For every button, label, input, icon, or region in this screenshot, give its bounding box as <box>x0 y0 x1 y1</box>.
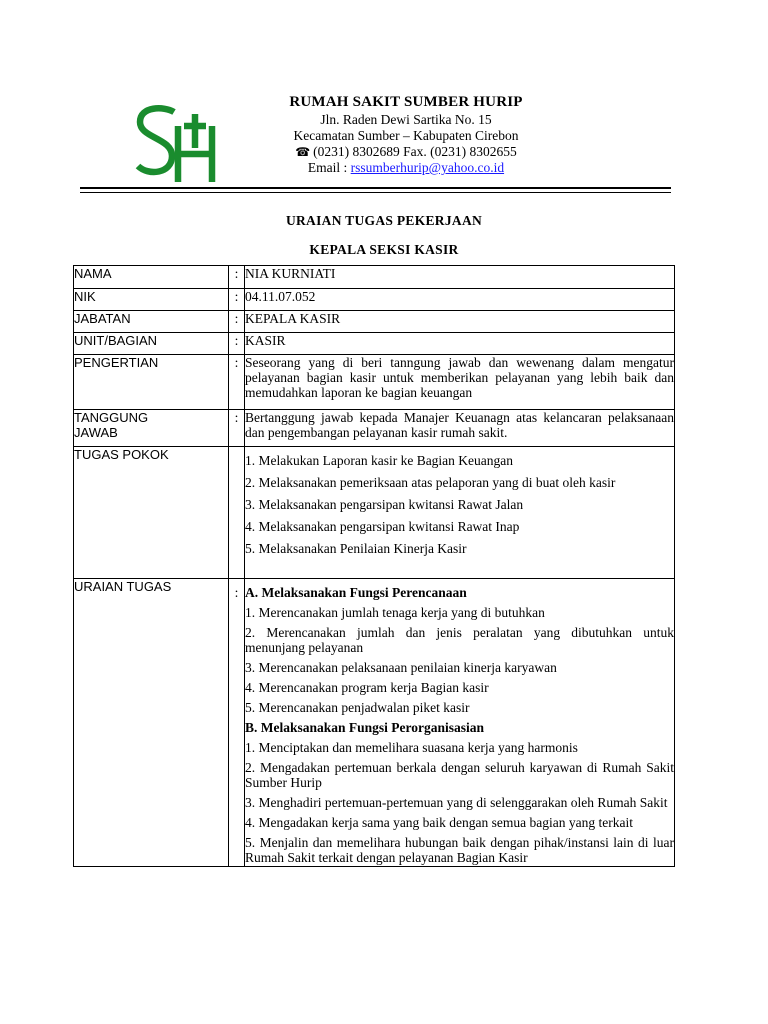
list-item: 1. Menciptakan dan memelihara suasana kerja yang harmonis <box>245 740 578 755</box>
section-b-heading: B. Melaksanakan Fungsi Perorganisasian <box>245 720 485 735</box>
header-divider-thin <box>80 192 671 193</box>
job-description-table <box>73 265 675 867</box>
colon: : <box>229 266 245 289</box>
value-nama: NIA KURNIATI <box>245 266 675 289</box>
address-line: Jln. Raden Dewi Sartika No. 15 <box>320 112 492 127</box>
label-tanggung-jawab-line2: JAWAB <box>74 425 118 440</box>
list-item: 2. Mengadakan pertemuan berkala dengan seluruh karyawan di Rumah Sakit Sumber Hurip <box>245 760 674 790</box>
email-label: Email : <box>307 160 351 175</box>
colon: : <box>229 579 245 867</box>
label-unit: UNIT/BAGIAN <box>74 333 229 355</box>
table-row-unit <box>74 333 675 355</box>
colon: : <box>229 355 245 410</box>
list-item: 3. Melaksanakan pengarsipan kwitansi Rawat Jalan <box>245 497 524 512</box>
colon-empty <box>229 447 245 579</box>
label-nama: NAMA <box>74 266 229 289</box>
colon: : <box>229 311 245 333</box>
document-title: URAIAN TUGAS PEKERJAAN <box>285 213 483 228</box>
label-pengertian: PENGERTIAN <box>74 355 229 410</box>
email-link[interactable]: rssumberhurip@yahoo.co.id <box>350 160 505 175</box>
value-nik: 04.11.07.052 <box>245 289 675 311</box>
table-row-nik <box>74 289 675 311</box>
label-tugas-pokok: TUGAS POKOK <box>74 447 229 579</box>
phone-line-row <box>200 144 612 160</box>
phone-icon: ☎ <box>295 145 311 159</box>
value-tanggung-jawab: Bertanggung jawab kepada Manajer Keuanagn atas kelancaran pelaksanaan dan pengembangan pelayanan kasir rumah sakit. <box>245 410 675 447</box>
value-uraian-tugas <box>245 579 675 867</box>
document-subtitle: KEPALA SEKSI KASIR <box>309 242 459 257</box>
value-jabatan: KEPALA KASIR <box>245 311 675 333</box>
colon: : <box>229 410 245 447</box>
list-item: 4. Merencanakan program kerja Bagian kasir <box>245 680 489 695</box>
label-nik: NIK <box>74 289 229 311</box>
list-item: 2. Melaksanakan pemeriksaan atas pelaporan yang di buat oleh kasir <box>245 475 616 490</box>
list-item: 5. Menjalin dan memelihara hubungan baik dengan pihak/instansi lain di luar Rumah Sakit terkait dengan pelayanan Bagian Kasir <box>245 835 674 865</box>
value-pengertian: Seseorang yang di beri tanngung jawab dan wewenang dalam mengatur pelayanan bagian kasir untuk memberikan pelayanan yang lebih baik dan memudahkan laporan ke bagian keuangan <box>245 355 675 410</box>
header-divider-thick <box>80 187 671 189</box>
list-item: 4. Melaksanakan pengarsipan kwitansi Rawat Inap <box>245 519 520 534</box>
table-row-tugas-pokok <box>74 447 675 579</box>
list-item: 1. Melakukan Laporan kasir ke Bagian Keuangan <box>245 453 514 468</box>
label-jabatan: JABATAN <box>74 311 229 333</box>
list-item: 2. Merencanakan jumlah dan jenis peralatan yang dibutuhkan untuk menunjang pelayanan <box>245 625 674 655</box>
table-row-jabatan <box>74 311 675 333</box>
list-item: 5. Merencanakan penjadwalan piket kasir <box>245 700 470 715</box>
label-tanggung-jawab-line1: TANGGUNG <box>74 410 149 425</box>
table-row-uraian-tugas <box>74 579 675 867</box>
list-item: 5. Melaksanakan Penilaian Kinerja Kasir <box>245 541 467 556</box>
hospital-name: RUMAH SAKIT SUMBER HURIP <box>289 94 523 110</box>
label-uraian-tugas: URAIAN TUGAS <box>74 579 229 867</box>
list-item: 3. Menghadiri pertemuan-pertemuan yang di selenggarakan oleh Rumah Sakit <box>245 795 668 810</box>
table-row-nama <box>74 266 675 289</box>
colon: : <box>229 289 245 311</box>
list-item: 4. Mengadakan kerja sama yang baik dengan semua bagian yang terkait <box>245 815 633 830</box>
table-row-pengertian <box>74 355 675 410</box>
value-unit: KASIR <box>245 333 675 355</box>
section-a-heading: A. Melaksanakan Fungsi Perencanaan <box>245 585 467 600</box>
phone-line: (0231) 8302689 Fax. (0231) 8302655 <box>313 144 517 159</box>
email-line <box>200 160 612 176</box>
label-tanggung-jawab <box>74 410 229 447</box>
colon: : <box>229 333 245 355</box>
list-item: 1. Merencanakan jumlah tenaga kerja yang di butuhkan <box>245 605 545 620</box>
value-tugas-pokok <box>245 447 675 579</box>
table-row-tanggung-jawab <box>74 410 675 447</box>
letterhead <box>200 93 612 176</box>
district-line: Kecamatan Sumber – Kabupaten Cirebon <box>293 128 519 143</box>
list-item: 3. Merencanakan pelaksanaan penilaian kinerja karyawan <box>245 660 557 675</box>
